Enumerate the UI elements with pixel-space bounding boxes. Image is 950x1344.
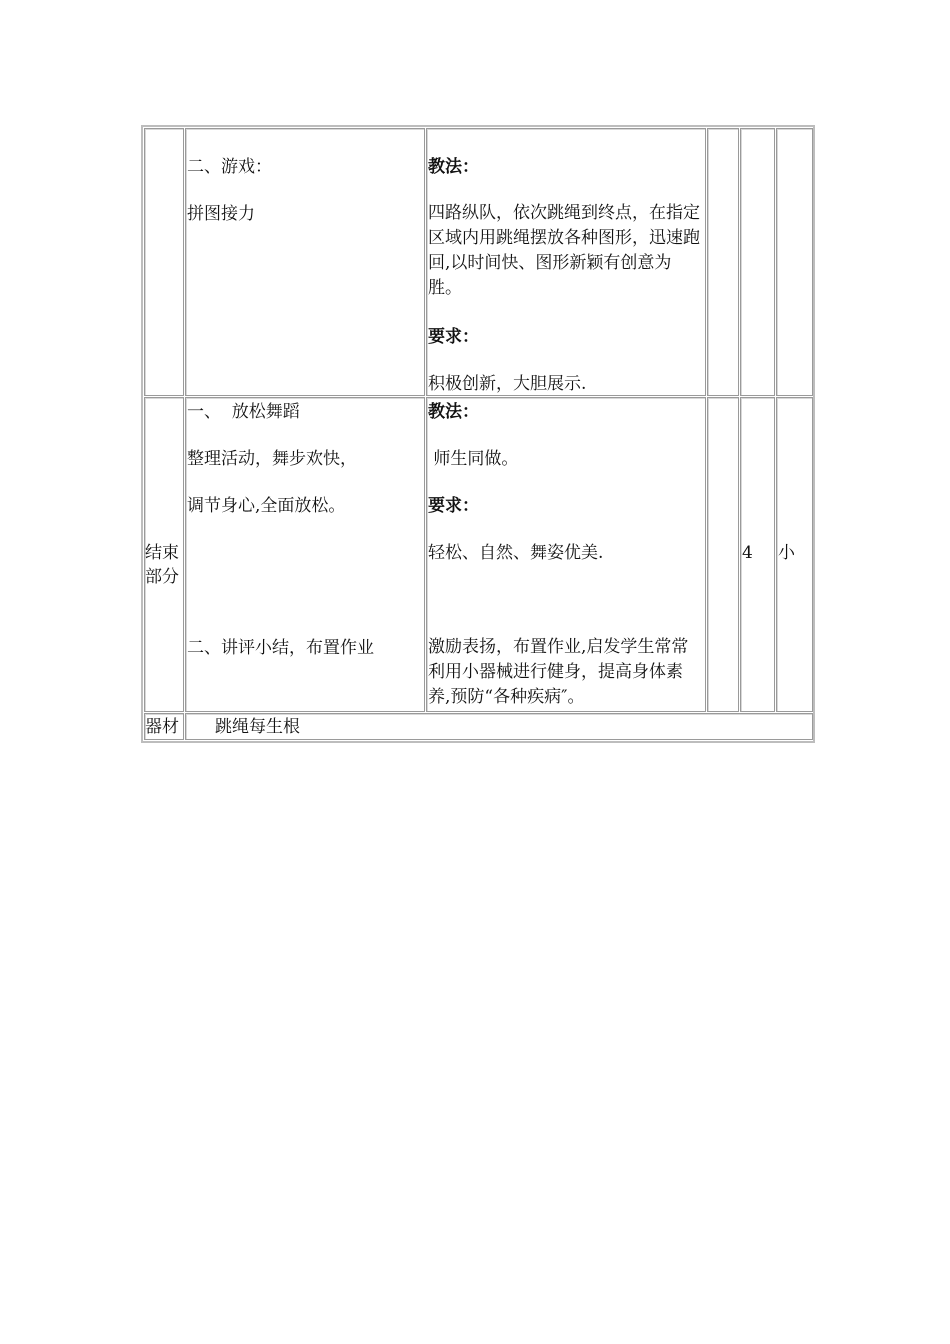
ending-blank-cell — [707, 397, 739, 712]
ending-section-label-2: 部分 — [145, 567, 179, 587]
game-method-label: 教法： — [428, 157, 479, 177]
equipment-value-cell — [185, 713, 813, 740]
ending-intensity-cell — [776, 397, 813, 712]
game-method-text: 四路纵队，依次跳绳到终点，在指定区域内用跳绳摆放各种图形，迅速跑回,以时间快、图形新颖有创意为胜。 — [428, 203, 700, 298]
ending-requirement-label: 要求： — [428, 496, 479, 516]
ending-section-label-1: 结束 — [145, 543, 179, 563]
game-intensity-cell — [776, 128, 813, 396]
ending-method-text: 师生同做。 — [428, 449, 519, 469]
game-content-title: 二、游戏： — [187, 157, 272, 177]
ending-time-value: 4 — [742, 543, 753, 563]
ending-requirement-text: 轻松、自然、舞姿优美. — [428, 543, 604, 563]
game-requirement-text: 积极创新，大胆展示. — [428, 374, 587, 394]
game-method-cell — [426, 128, 706, 396]
ending-method-cell — [426, 397, 706, 712]
equipment-label-cell — [144, 713, 184, 740]
ending-content-line2: 调节身心,全面放松。 — [187, 496, 346, 516]
game-blank-cell — [707, 128, 739, 396]
ending-content-line1: 整理活动，舞步欢快， — [187, 449, 357, 469]
ending-time-cell — [740, 397, 775, 712]
ending-section-cell — [144, 397, 184, 712]
game-content-cell — [185, 128, 425, 396]
ending-intensity-value: 小 — [778, 543, 795, 563]
equipment-value: 跳绳每生根 — [215, 717, 300, 737]
ending-method-label: 教法： — [428, 402, 479, 422]
ending-content-title: 一、 放松舞蹈 — [187, 402, 300, 422]
game-time-cell — [740, 128, 775, 396]
game-content-name: 拼图接力 — [187, 204, 255, 224]
equipment-label: 器材 — [145, 717, 179, 737]
section-cell-empty — [144, 128, 184, 396]
game-requirement-label: 要求： — [428, 327, 479, 347]
lesson-plan-table — [141, 125, 815, 743]
ending-content-title2: 二、讲评小结，布置作业 — [187, 638, 374, 658]
ending-summary-text: 激励表扬，布置作业,启发学生常常利用小器械进行健身，提高身体素养,预防“各种疾病″。 — [428, 637, 689, 707]
ending-content-cell — [185, 397, 425, 712]
